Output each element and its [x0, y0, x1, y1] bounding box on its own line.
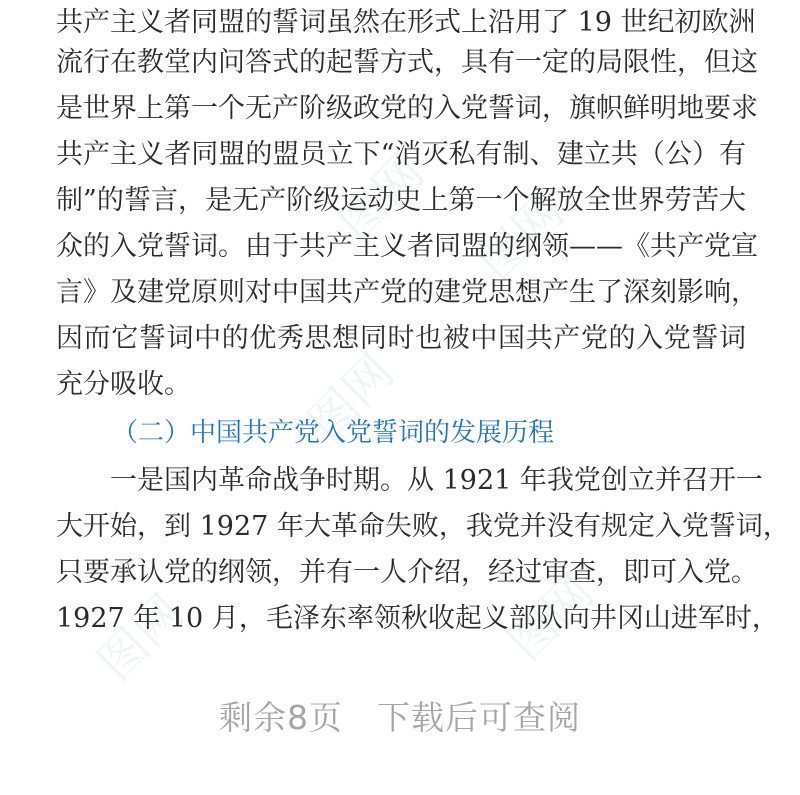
watermark: 图网 [297, 343, 405, 452]
paragraph-line: 流行在教堂内问答式的起誓方式，具有一定的局限性，但这 [56, 47, 758, 78]
paragraph-line: 1927 年 10 月，毛泽东率领秋收起义部队向井冈山进军时， [56, 603, 779, 634]
watermark: 图网 [467, 183, 575, 292]
paragraph-line: 言》及建党原则对中国共产党的建党思想产生了深刻影响， [56, 277, 758, 308]
remaining-pages-notice[interactable]: 剩余8页 下载后可查阅 [219, 698, 581, 737]
paragraph-line: 共产主义者同盟的誓词虽然在形式上沿用了 19 世纪初欧洲 [56, 7, 756, 38]
paragraph-line: 是世界上第一个无产阶级政党的入党誓词，旗帜鲜明地要求 [56, 93, 758, 124]
paragraph-line: 大开始，到 1927 年大革命失败，我党并没有规定入党誓词， [56, 511, 790, 542]
paragraph-line: 只要承认党的纲领，并有一人介绍，经过审查，即可入党。 [56, 557, 758, 588]
watermark: 图网 [497, 563, 605, 672]
watermark: 图网 [327, 143, 435, 252]
paragraph-line: 共产主义者同盟的盟员立下“消灭私有制、建立共（公）有 [56, 139, 746, 170]
paragraph-line: 众的入党誓词。由于共产主义者同盟的纲领——《共产党宣 [56, 231, 758, 262]
paragraph-line: 一是国内革命战争时期。从 1921 年我党创立并召开一 [110, 465, 763, 496]
paragraph-line: 因而它誓词中的优秀思想同时也被中国共产党的入党誓词 [56, 323, 746, 354]
paragraph-line: 制”的誓言，是无产阶级运动史上第一个解放全世界劳苦大 [56, 185, 746, 216]
section-heading: （二）中国共产党入党誓词的发展历程 [112, 418, 555, 448]
paragraph-line: 充分吸收。 [56, 369, 191, 400]
watermark: 图网 [87, 583, 195, 692]
